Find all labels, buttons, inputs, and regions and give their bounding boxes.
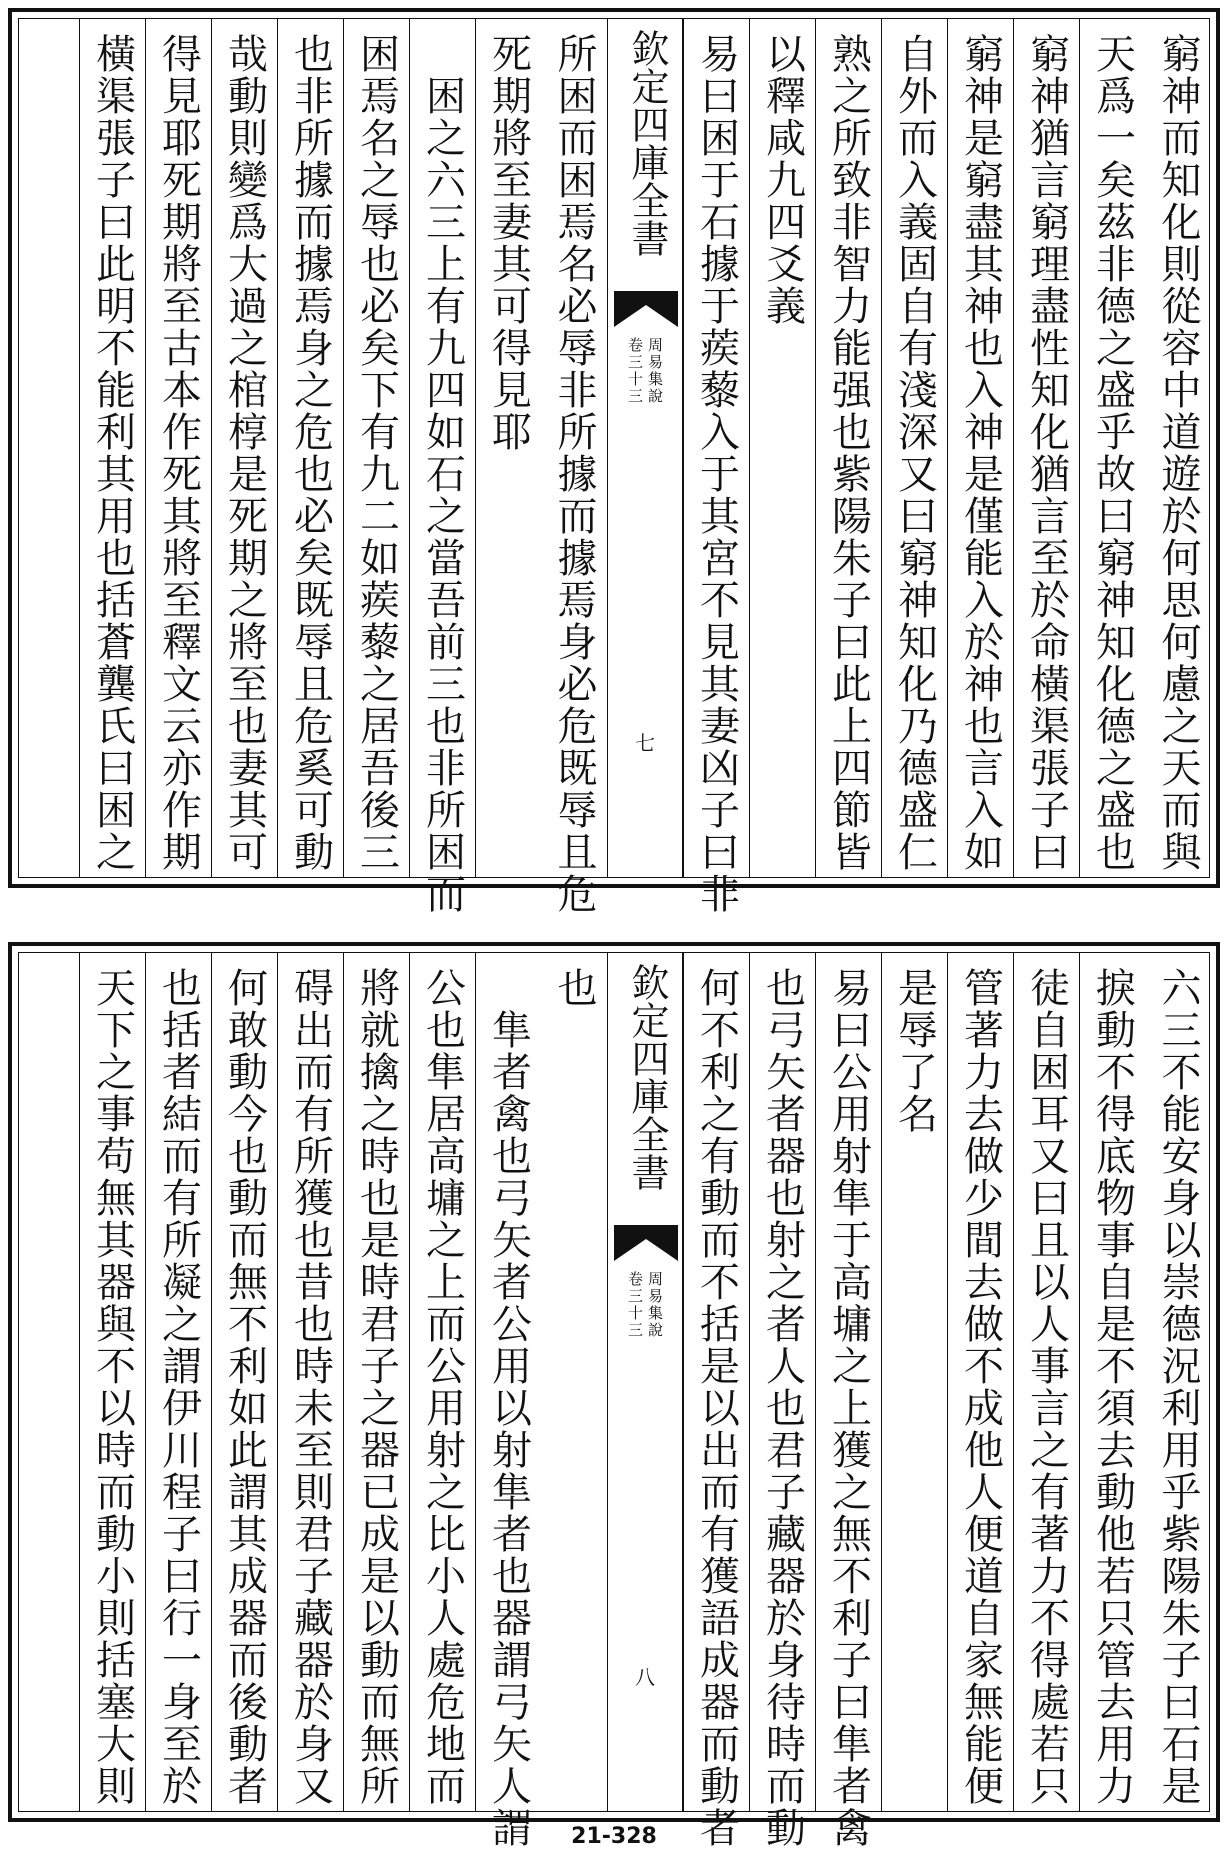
text-column [1145, 19, 1211, 877]
column-text: 以釋咸九四爻義 [759, 33, 806, 327]
upper-page-frame [18, 18, 1210, 915]
column-text: 窮神猶言窮理盡性知化猶言至於命橫渠張子曰 [1023, 33, 1070, 873]
text-column [947, 19, 1013, 877]
column-text: 天下之事苟無其器與不以時而動小則括塞大則 [89, 967, 136, 1807]
column-text: 困焉名之辱也必矣下有九二如蒺藜之居吾後三 [353, 33, 400, 873]
series-title: 欽定四庫全書 [625, 963, 669, 1191]
text-column [343, 19, 409, 877]
text-column [815, 19, 881, 877]
text-column [409, 19, 475, 915]
column-text: 窮神是窮盡其神也入神是僅能入於神也言入如 [957, 33, 1004, 873]
page-number: 七 [635, 731, 655, 755]
upper-page [8, 8, 1220, 915]
text-column [145, 19, 211, 877]
text-column [211, 953, 277, 1811]
text-column [343, 953, 409, 1811]
text-column [541, 953, 607, 1811]
column-text: 易曰公用射隼于高墉之上獲之無不利子曰隼者禽 [825, 967, 872, 1849]
column-text: 也 [551, 967, 597, 1009]
column-text: 徒自困耳又曰且以人事言之有著力不得處若只 [1023, 967, 1070, 1807]
column-text: 易曰困于石據于蒺藜入于其宮不見其妻凶子曰非 [693, 33, 740, 915]
center-gutter [607, 953, 683, 1811]
column-text: 所困而困焉名必辱非所據而據焉身必危既辱且危 [551, 33, 597, 915]
text-column [211, 19, 277, 877]
text-column [815, 953, 881, 1849]
book-title: 周易集說 [646, 337, 664, 405]
text-column [749, 19, 815, 877]
text-column [409, 953, 475, 1811]
column-text: 熟之所致非智力能强也紫陽朱子曰此上四節皆 [825, 33, 872, 873]
column-text: 窮神而知化則從容中道遊於何思何慮之天而與 [1155, 33, 1201, 873]
column-text: 六三不能安身以崇德況利用乎紫陽朱子曰石是 [1155, 967, 1201, 1807]
column-text: 橫渠張子曰此明不能利其用也括蒼龔氏曰困之 [89, 33, 136, 873]
scan-page-number: 21-328 [571, 1824, 657, 1849]
text-column [1079, 953, 1145, 1811]
text-column [79, 953, 145, 1811]
text-column [277, 19, 343, 877]
column-text: 管著力去做少間去做不成他人便道自家無能便 [957, 967, 1004, 1807]
text-column [881, 19, 947, 877]
text-column [881, 953, 947, 1811]
column-text: 何不利之有動而不括是以出而有獲語成器而動者 [693, 967, 740, 1849]
text-column [1013, 953, 1079, 1811]
text-column [683, 19, 749, 915]
text-column [475, 953, 541, 1849]
column-text: 也弓矢者器也射之者人也君子藏器於身待時而動 [759, 967, 806, 1849]
series-title: 欽定四庫全書 [625, 29, 669, 257]
center-gutter [607, 19, 683, 877]
column-text: 捩動不得底物事自是不須去動他若只管去用力 [1089, 967, 1136, 1807]
column-text: 將就擒之時也是時君子之器已成是以動而無所 [353, 967, 400, 1807]
column-text: 何敢動今也動而無不利如此謂其成器而後動者 [221, 967, 268, 1807]
text-column [683, 953, 749, 1849]
fish-tail-ornament-icon [614, 1225, 678, 1261]
column-text: 天爲一矣茲非德之盛乎故曰窮神知化德之盛也 [1089, 33, 1136, 873]
page-number: 八 [635, 1665, 655, 1689]
column-text: 困之六三上有九四如石之當吾前三也非所困而 [419, 75, 466, 915]
column-text: 自外而入義固自有淺深又曰窮神知化乃德盛仁 [891, 33, 938, 873]
book-title: 周易集說 [646, 1271, 664, 1339]
column-text: 是辱了名 [891, 967, 938, 1135]
text-column [1145, 953, 1211, 1811]
column-text: 死期將至妻其可得見耶 [485, 33, 532, 453]
text-column [277, 953, 343, 1811]
fish-tail-ornament-icon [614, 291, 678, 327]
column-text: 也括者結而有所凝之謂伊川程子曰行一身至於 [155, 967, 202, 1807]
column-text: 得見耶死期將至古本作死其將至釋文云亦作期 [155, 33, 202, 873]
text-column [79, 19, 145, 877]
column-text: 也非所據而據焉身之危也必矣既辱且危奚可動 [287, 33, 334, 873]
volume-label: 卷三十三 [626, 1271, 644, 1339]
volume-label: 卷三十三 [626, 337, 644, 405]
column-text: 公也隼居高墉之上而公用射之比小人處危地而 [419, 967, 466, 1807]
text-column [541, 19, 607, 915]
text-column [145, 953, 211, 1811]
column-text: 碍出而有所獲也昔也時未至則君子藏器於身又 [287, 967, 334, 1807]
column-text: 隼者禽也弓矢者公用以射隼者也器謂弓矢人謂 [485, 1009, 532, 1849]
text-column [1013, 19, 1079, 877]
text-column [947, 953, 1013, 1811]
text-column [475, 19, 541, 877]
column-text: 哉動則變爲大過之棺椁是死期之將至也妻其可 [221, 33, 268, 873]
text-column [749, 953, 815, 1849]
text-column [1079, 19, 1145, 877]
